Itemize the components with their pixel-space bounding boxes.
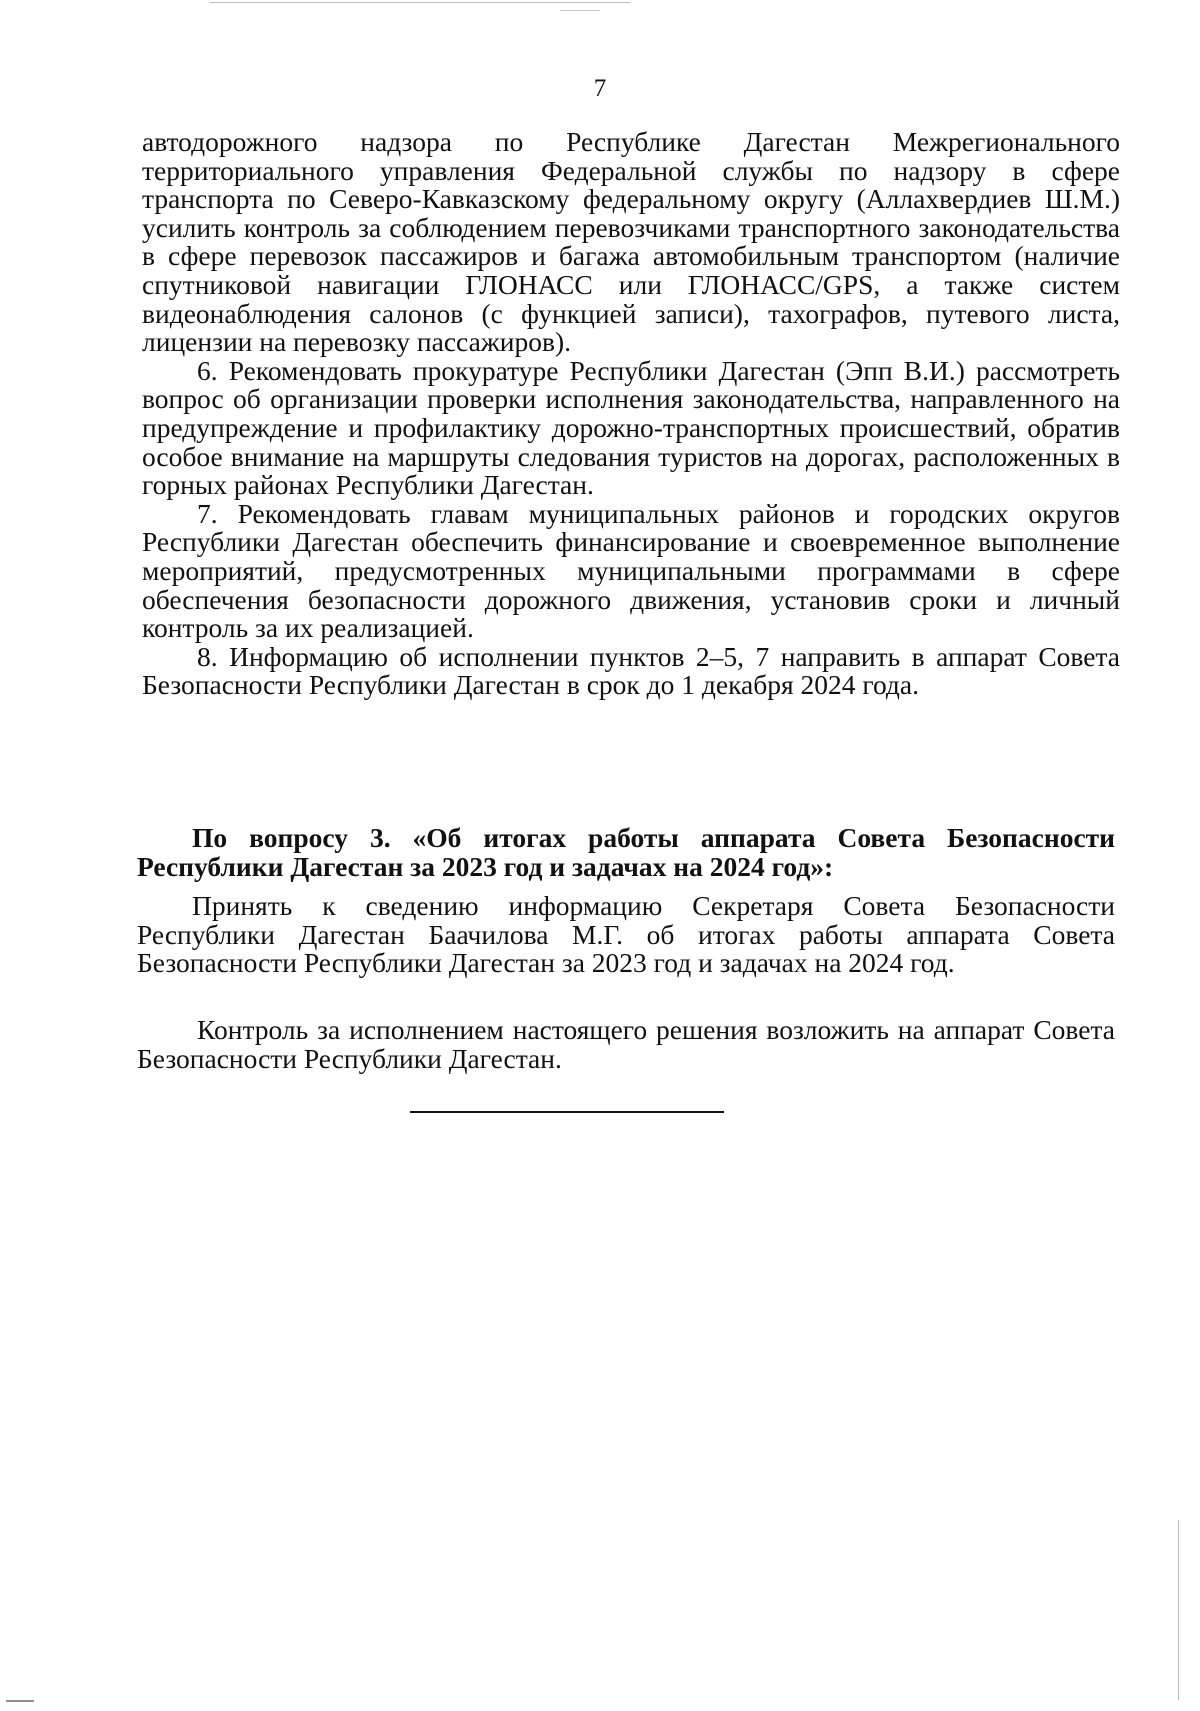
end-rule [410, 1111, 724, 1113]
scan-artifact-top [210, 2, 630, 3]
scan-artifact-left [6, 1700, 34, 1702]
paragraph-item-8: 8. Информацию об исполнении пунктов 2–5, 7 направить в аппарат Совета Безопасности Республики Дагестан в срок до 1 декабря 2024 года. [142, 640, 1120, 701]
page-number: 7 [593, 75, 607, 102]
paragraph-continuation: автодорожного надзора по Республике Дагестан Межрегионального территориального управления Федеральной службы по надзору в сфере транспорта по Северо-Кавказскому федеральному округу (Аллахвердиев Ш.М.) усилить контроль за соблюдением перевозчиками транспортного законодательства в сфере перевозок пассажиров и багажа автомобильным транспортом (наличие спутниковой навигации ГЛОНАСС или ГЛОНАСС/GPS, а также систем видеонаблюдения салонов (с функцией записи), тахографов, путевого листа, лицензии на перевозку пассажиров). [142, 126, 1120, 358]
paragraph-item-7: 7. Рекомендовать главам муниципальных районов и городских округов Республики Дагестан обеспечить финансирование и своевременное выполнение мероприятий, предусмотренных муниципальными программами в сфере обеспечения безопасности дорожного движения, установив сроки и личный контроль за их реализацией. [142, 497, 1120, 644]
paragraph-item-6: 6. Рекомендовать прокуратуре Республики Дагестан (Эпп В.И.) рассмотреть вопрос об организации проверки исполнения законодательства, направленного на предупреждение и профилактику дорожно-транспортных происшествий, обратив особое внимание на маршруты следования туристов на дорогах, расположенных в горных районах Республики Дагестан. [142, 354, 1120, 501]
control-clause: Контроль за исполнением настоящего решения возложить на аппарат Совета Безопасности Республики Дагестан. [137, 1014, 1115, 1074]
decision-body [142, 128, 1120, 700]
issue-3-heading: По вопросу 3. «Об итогах работы аппарата Совета Безопасности Республики Дагестан за 2023 год и задачах на 2024 год»: [137, 822, 1115, 882]
issue-3-text: Принять к сведению информацию Секретаря Совета Безопасности Республики Дагестан Баачилова М.Г. об итогах работы аппарата Совета Безопасности Республики Дагестан за 2023 год и задачах на 2024 год. [137, 890, 1115, 979]
scan-artifact-right [1178, 1520, 1179, 1700]
scan-artifact-top-right [560, 10, 600, 11]
